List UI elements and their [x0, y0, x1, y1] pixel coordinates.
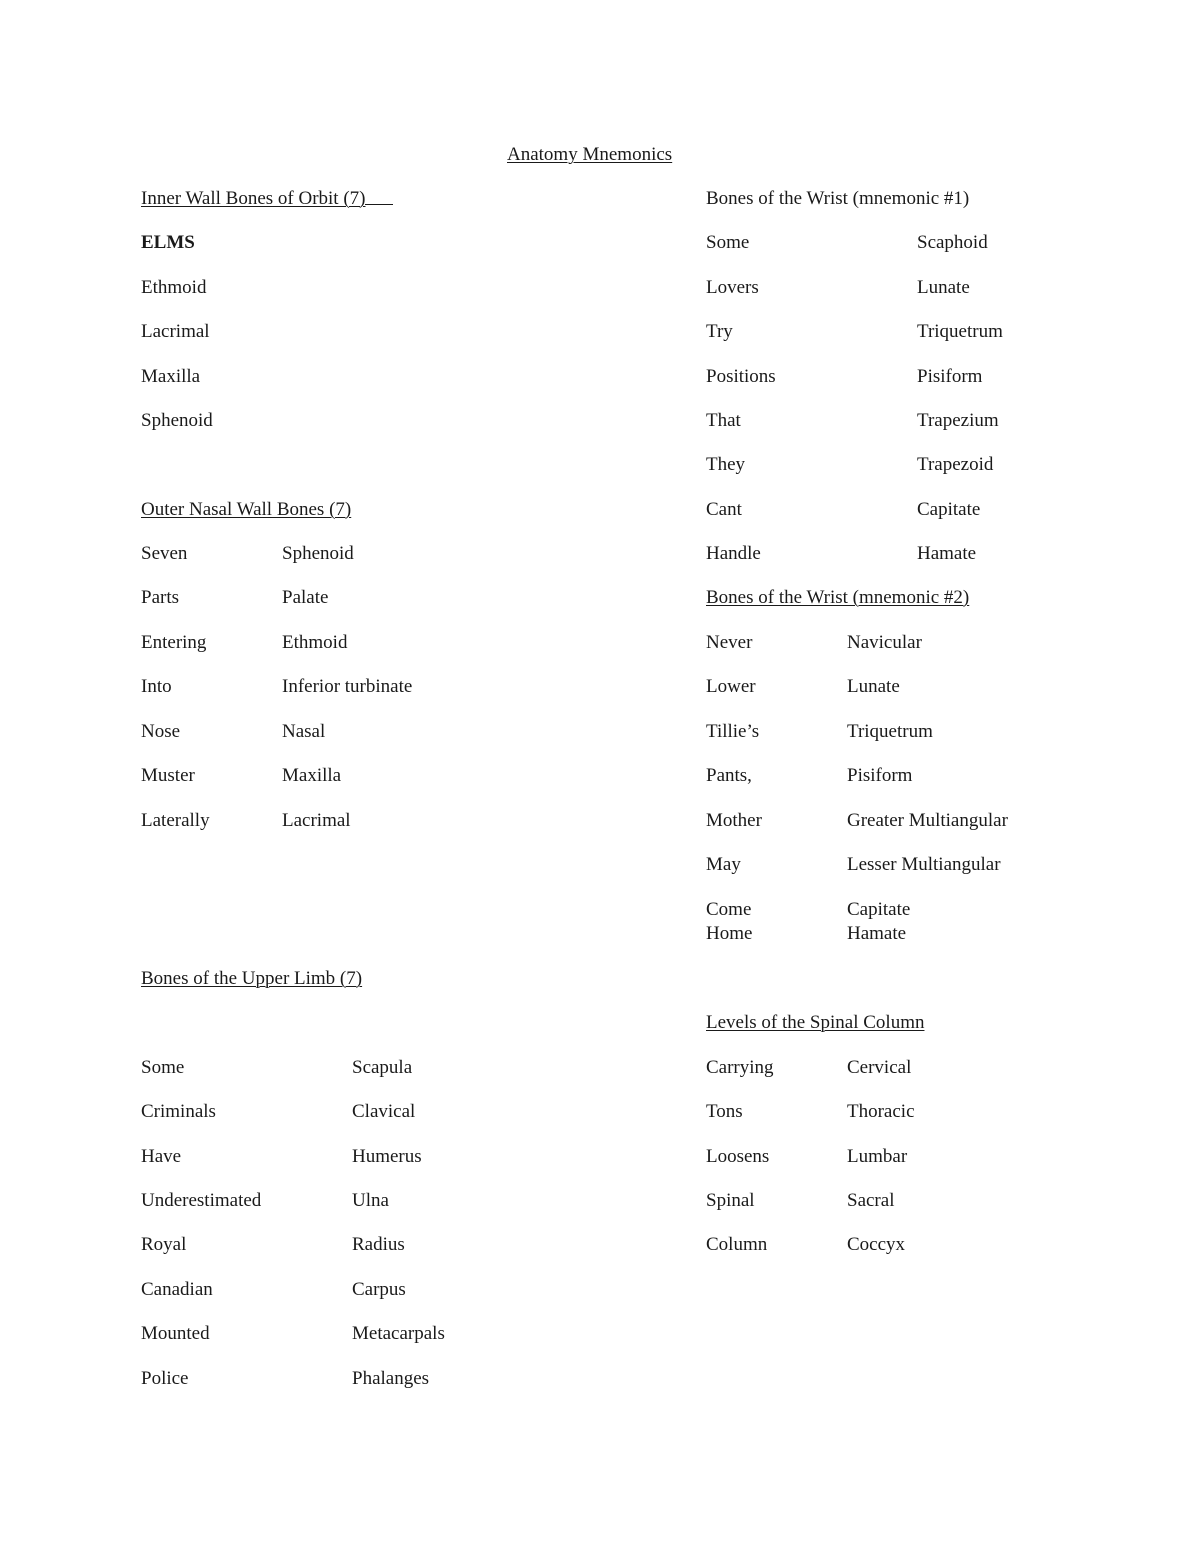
- spine-heading: Levels of the Spinal Column: [706, 1012, 925, 1033]
- upper-limb-mnemonic-word: Mounted: [141, 1323, 210, 1344]
- upper-limb-mnemonic-word: Underestimated: [141, 1190, 262, 1211]
- nasal-mnemonic-word: Parts: [141, 587, 179, 608]
- upper-limb-mnemonic-word: Criminals: [141, 1101, 216, 1122]
- wrist1-mnemonic-word: Cant: [706, 499, 742, 520]
- wrist2-bone-name: Navicular: [847, 632, 922, 653]
- wrist1-bone-name: Lunate: [917, 277, 970, 298]
- wrist2-mnemonic-word: May: [706, 854, 741, 875]
- spine-mnemonic-word: Loosens: [706, 1146, 770, 1167]
- page-title: Anatomy Mnemonics: [507, 144, 673, 165]
- nasal-heading: Outer Nasal Wall Bones (7): [141, 499, 352, 520]
- nasal-bone-name: Lacrimal: [282, 810, 351, 831]
- orbit-acronym: ELMS: [141, 232, 195, 253]
- spine-level-name: Thoracic: [847, 1101, 915, 1122]
- upper-limb-mnemonic-word: Some: [141, 1057, 185, 1078]
- orbit-item: Maxilla: [141, 366, 201, 387]
- wrist2-mnemonic-word: Never: [706, 632, 753, 653]
- wrist1-bone-name: Trapezium: [917, 410, 999, 431]
- upper-limb-mnemonic-word: Have: [141, 1146, 182, 1167]
- wrist1-mnemonic-word: Handle: [706, 543, 761, 564]
- upper-limb-bone-name: Clavical: [352, 1101, 416, 1122]
- nasal-mnemonic-word: Nose: [141, 721, 181, 742]
- orbit-item: Sphenoid: [141, 410, 213, 431]
- nasal-bone-name: Sphenoid: [282, 543, 354, 564]
- wrist2-mnemonic-word: Come: [706, 899, 752, 920]
- orbit-heading-text: Inner Wall Bones of Orbit (7): [141, 188, 366, 209]
- spine-level-name: Cervical: [847, 1057, 912, 1078]
- wrist2-bone-name: Triquetrum: [847, 721, 933, 742]
- nasal-mnemonic-word: Muster: [141, 765, 195, 786]
- wrist1-mnemonic-word: Lovers: [706, 277, 759, 298]
- wrist1-mnemonic-word: Positions: [706, 366, 776, 387]
- upper-limb-bone-name: Scapula: [352, 1057, 413, 1078]
- orbit-item: Lacrimal: [141, 321, 210, 342]
- spine-level-name: Lumbar: [847, 1146, 908, 1167]
- spine-mnemonic-word: Column: [706, 1234, 768, 1255]
- spine-level-name: Coccyx: [847, 1234, 906, 1255]
- wrist2-bone-name: Capitate: [847, 899, 911, 920]
- upper-limb-heading: Bones of the Upper Limb (7): [141, 968, 363, 989]
- nasal-mnemonic-word: Entering: [141, 632, 207, 653]
- wrist2-bone-name: Hamate: [847, 923, 907, 944]
- wrist2-heading: Bones of the Wrist (mnemonic #2): [706, 587, 970, 608]
- upper-limb-mnemonic-word: Police: [141, 1368, 189, 1389]
- spine-mnemonic-word: Tons: [706, 1101, 743, 1122]
- upper-limb-bone-name: Metacarpals: [352, 1323, 445, 1344]
- wrist1-bone-name: Scaphoid: [917, 232, 988, 253]
- wrist1-mnemonic-word: Some: [706, 232, 750, 253]
- wrist2-bone-name: Pisiform: [847, 765, 913, 786]
- nasal-bone-name: Inferior turbinate: [282, 676, 413, 697]
- wrist2-bone-name: Greater Multiangular: [847, 810, 1008, 831]
- wrist1-heading: Bones of the Wrist (mnemonic #1): [706, 188, 970, 209]
- heading-underline-extension: [365, 187, 393, 205]
- wrist1-bone-name: Hamate: [917, 543, 977, 564]
- nasal-bone-name: Nasal: [282, 721, 326, 742]
- nasal-bone-name: Palate: [282, 587, 329, 608]
- upper-limb-mnemonic-word: Royal: [141, 1234, 187, 1255]
- wrist2-mnemonic-word: Lower: [706, 676, 756, 697]
- spine-level-name: Sacral: [847, 1190, 895, 1211]
- wrist1-bone-name: Trapezoid: [917, 454, 994, 475]
- upper-limb-bone-name: Ulna: [352, 1190, 389, 1211]
- wrist2-bone-name: Lesser Multiangular: [847, 854, 1001, 875]
- wrist1-bone-name: Pisiform: [917, 366, 983, 387]
- upper-limb-bone-name: Radius: [352, 1234, 405, 1255]
- wrist2-mnemonic-word: Home: [706, 923, 753, 944]
- nasal-mnemonic-word: Laterally: [141, 810, 210, 831]
- wrist1-mnemonic-word: That: [706, 410, 741, 431]
- wrist2-bone-name: Lunate: [847, 676, 900, 697]
- upper-limb-bone-name: Humerus: [352, 1146, 422, 1167]
- upper-limb-mnemonic-word: Canadian: [141, 1279, 213, 1300]
- spine-mnemonic-word: Carrying: [706, 1057, 774, 1078]
- upper-limb-bone-name: Carpus: [352, 1279, 406, 1300]
- spine-mnemonic-word: Spinal: [706, 1190, 755, 1211]
- nasal-bone-name: Maxilla: [282, 765, 342, 786]
- orbit-item: Ethmoid: [141, 277, 207, 298]
- wrist1-mnemonic-word: Try: [706, 321, 733, 342]
- nasal-mnemonic-word: Into: [141, 676, 172, 697]
- wrist1-mnemonic-word: They: [706, 454, 746, 475]
- upper-limb-bone-name: Phalanges: [352, 1368, 430, 1389]
- wrist1-bone-name: Capitate: [917, 499, 981, 520]
- wrist2-mnemonic-word: Tillie’s: [706, 721, 760, 742]
- wrist1-bone-name: Triquetrum: [917, 321, 1003, 342]
- wrist2-mnemonic-word: Pants,: [706, 765, 752, 786]
- nasal-bone-name: Ethmoid: [282, 632, 348, 653]
- nasal-mnemonic-word: Seven: [141, 543, 188, 564]
- wrist2-mnemonic-word: Mother: [706, 810, 762, 831]
- orbit-heading: [141, 187, 393, 211]
